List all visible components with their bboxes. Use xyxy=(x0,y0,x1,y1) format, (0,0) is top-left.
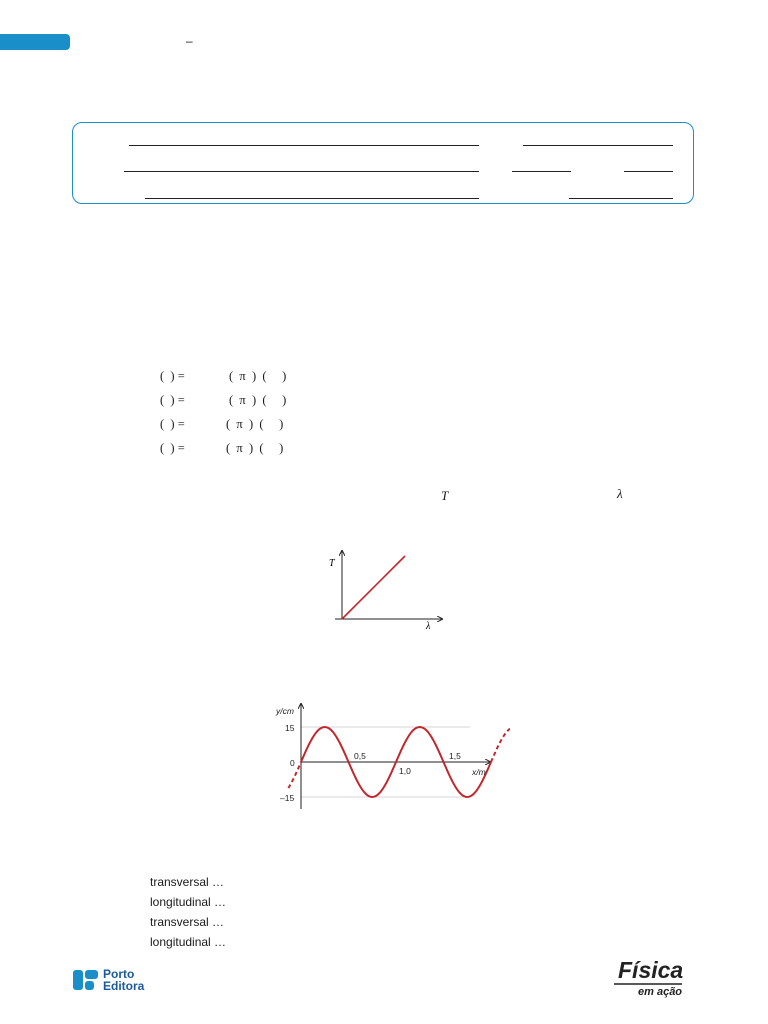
option-c[interactable]: transversal … xyxy=(150,915,225,929)
brand-main: Física xyxy=(618,957,684,983)
x-tick-1-0: 1,0 xyxy=(399,766,411,776)
option-a[interactable]: transversal … xyxy=(150,875,225,889)
wave-graph xyxy=(270,695,510,815)
publisher-name-line-2: Editora xyxy=(103,979,145,993)
y-tick-0: 0 xyxy=(290,758,295,768)
publisher-name-line-1: Porto xyxy=(103,967,135,981)
equation-c-lhs: ( ) = xyxy=(160,417,185,431)
number-line[interactable] xyxy=(523,145,673,146)
date-line-2[interactable] xyxy=(624,171,673,172)
option-d[interactable]: longitudinal … xyxy=(150,935,227,949)
y-tick-15: 15 xyxy=(285,723,295,733)
x-tick-0-5: 0,5 xyxy=(354,751,366,761)
proportional-line xyxy=(342,556,405,619)
x-tick-1-5: 1,5 xyxy=(449,751,461,761)
equation-b-rhs: ( π ) ( ) xyxy=(229,393,287,407)
wave-y-label: y/cm xyxy=(276,706,294,716)
name-line[interactable] xyxy=(129,145,479,146)
t-graph-y-label: T xyxy=(329,558,335,569)
class-line[interactable] xyxy=(124,171,479,172)
option-b[interactable]: longitudinal … xyxy=(150,895,227,909)
period-symbol: T xyxy=(441,488,449,503)
equation-b-lhs: ( ) = xyxy=(160,393,185,407)
period-wavelength-graph xyxy=(325,545,450,630)
brand-sub: em ação xyxy=(638,986,683,998)
student-info-box xyxy=(72,122,694,204)
date-line-1[interactable] xyxy=(512,171,571,172)
grade-line[interactable] xyxy=(569,198,673,199)
equation-c-rhs: ( π ) ( ) xyxy=(226,417,284,431)
equation-a-lhs: ( ) = xyxy=(160,369,185,383)
wavelength-symbol: λ xyxy=(617,486,623,501)
t-graph-x-label: λ xyxy=(426,621,431,630)
porto-editora-mark-icon xyxy=(73,970,99,990)
teacher-line[interactable] xyxy=(145,198,479,199)
porto-editora-logo xyxy=(73,968,144,992)
fisica-em-acao-logo xyxy=(612,954,690,1000)
wave-curve-dashed-right xyxy=(491,729,510,762)
equation-a-rhs: ( π ) ( ) xyxy=(229,369,287,383)
equation-d-lhs: ( ) = xyxy=(160,441,185,455)
equation-d-rhs: ( π ) ( ) xyxy=(226,441,284,455)
header-dash: – xyxy=(186,34,193,48)
chapter-tab xyxy=(0,34,70,50)
y-tick-minus-15: –15 xyxy=(280,793,295,803)
wave-x-label: x/m xyxy=(472,767,486,777)
